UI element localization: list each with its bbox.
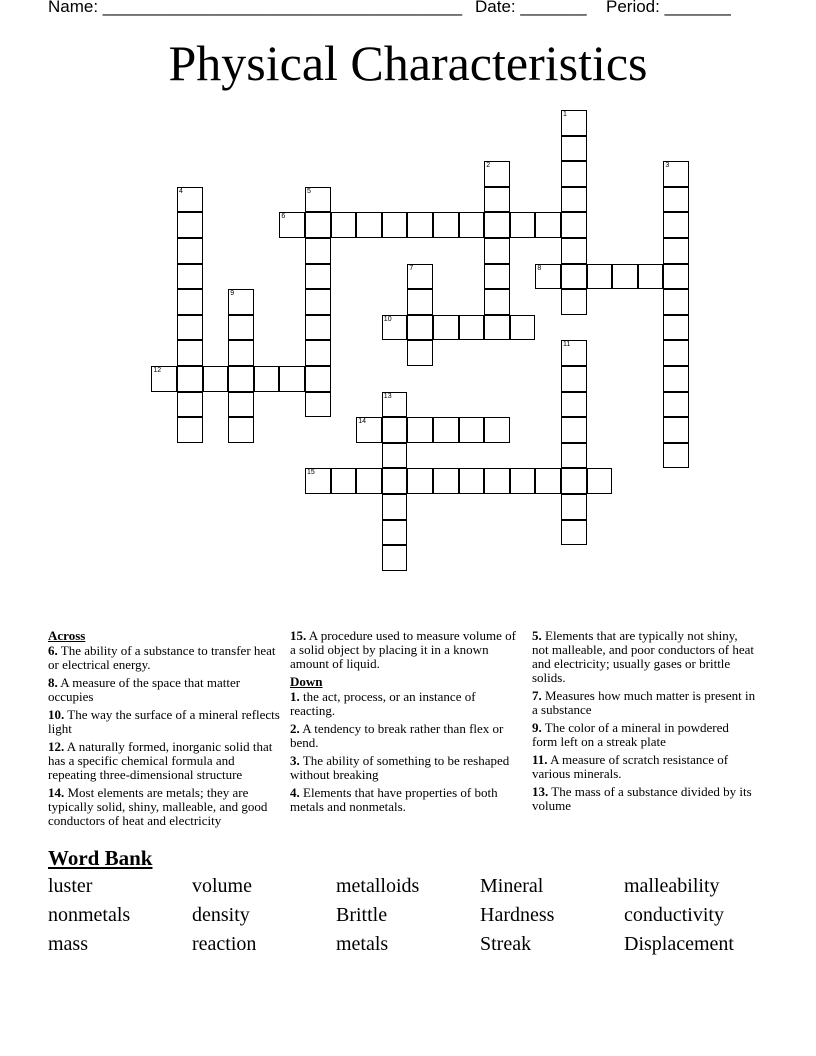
crossword-cell[interactable] [561,187,587,213]
clue-text: A naturally formed, inorganic solid that has a specific chemical formula and repeating three-dimensional structure [48,739,273,782]
crossword-cell[interactable] [407,264,433,290]
crossword-cell[interactable] [587,264,613,290]
clue-number: 7. [532,688,542,703]
crossword-cell[interactable] [305,289,331,315]
word-bank-word: Hardness [480,904,555,926]
crossword-cell[interactable] [151,366,177,392]
crossword-cell[interactable] [254,366,280,392]
crossword-cell[interactable] [356,417,382,443]
clue-text: The way the surface of a mineral reflects light [48,707,280,736]
crossword-cell[interactable] [305,340,331,366]
crossword-cell[interactable] [663,238,689,264]
crossword-cell[interactable] [177,187,203,213]
crossword-cell[interactable] [382,392,408,418]
crossword-cell[interactable] [433,417,459,443]
crossword-cell[interactable] [484,289,510,315]
crossword-cell[interactable] [177,264,203,290]
clue-item [48,740,280,782]
clue-text: Most elements are metals; they are typically solid, shiny, malleable, and good conductors of heat and electricity [48,785,268,828]
word-bank-word: metalloids [336,875,420,897]
crossword-cell[interactable] [407,340,433,366]
crossword-cell[interactable] [382,417,408,443]
crossword-cell[interactable] [663,392,689,418]
cell-clue-number: 9 [230,290,235,298]
crossword-cell[interactable] [663,340,689,366]
crossword-cell[interactable] [382,212,408,238]
cell-clue-number: 5 [307,187,311,195]
clue-number: 9. [532,720,542,735]
crossword-cell[interactable] [561,366,587,392]
crossword-cell[interactable] [535,468,561,494]
cell-clue-number: 14 [358,418,366,426]
crossword-cell[interactable] [177,315,203,341]
crossword-cell[interactable] [356,468,382,494]
clue-number: 2. [290,721,300,736]
crossword-cell[interactable] [535,264,561,290]
crossword-cell[interactable] [407,417,433,443]
clue-number: 8. [48,675,58,690]
crossword-cell[interactable] [561,417,587,443]
cell-clue-number: 3 [665,162,670,170]
clue-text: Elements that are typically not shiny, not malleable, and poor conductors of heat and electricity; usually gases or brittle solids. [532,628,755,685]
cell-clue-number: 12 [153,367,162,374]
clue-number: 5. [532,628,542,643]
page-title: Physical Characteristics [168,35,648,91]
word-bank [48,874,788,964]
clue-number: 13. [532,784,549,799]
crossword-cell[interactable] [561,161,587,187]
clue-text: A measure of scratch resistance of various minerals. [532,752,729,781]
crossword-cell[interactable] [561,392,587,418]
clue-number: 3. [290,753,300,768]
clue-text: the act, process, or an instance of reacting. [290,689,476,718]
crossword-cell[interactable] [382,443,408,469]
crossword-cell[interactable] [177,289,203,315]
crossword-cell[interactable] [177,366,203,392]
crossword-cell[interactable] [279,366,305,392]
clue-number: 14. [48,785,65,800]
crossword-cell[interactable] [638,264,664,290]
crossword-cell[interactable] [663,187,689,213]
clues-column-2 [290,629,522,818]
crossword-cell[interactable] [561,264,587,290]
crossword-cell[interactable] [228,289,254,315]
clue-text: The mass of a substance divided by its volume [532,784,752,813]
crossword-cell[interactable] [663,212,689,238]
clues-column-3 [532,629,757,817]
crossword-cell[interactable] [459,417,485,443]
crossword-cell[interactable] [663,417,689,443]
clue-number: 15. [290,628,307,643]
cell-clue-number: 13 [383,392,392,400]
crossword-cell[interactable] [484,212,510,238]
cell-clue-number: 6 [281,213,286,221]
clue-text: The ability of a substance to transfer heat or electrical energy. [48,643,276,672]
clue-item [532,721,757,749]
crossword-cell[interactable] [663,289,689,315]
crossword-cell[interactable] [305,212,331,238]
crossword-cell[interactable] [459,315,485,341]
crossword-cell[interactable] [663,161,689,187]
clues-column-1 [48,629,280,832]
crossword-cell[interactable] [407,289,433,315]
clue-number: 1. [290,689,300,704]
clue-text: Elements that have properties of both metals and nonmetals. [290,785,498,814]
clue-item [532,753,757,781]
crossword-cell[interactable] [535,212,561,238]
crossword-cell[interactable] [331,468,357,494]
crossword-cell[interactable] [382,315,408,341]
crossword-cell[interactable] [177,392,203,418]
crossword-cell[interactable] [484,187,510,213]
clue-item [290,690,522,718]
word-bank-word: Displacement [624,933,734,955]
crossword-cell[interactable] [561,289,587,315]
word-bank-word: conductivity [624,904,724,926]
word-bank-word: density [192,904,250,926]
crossword-cell[interactable] [305,187,331,213]
word-bank-word: malleability [624,875,720,897]
down-clues-list-continued [532,629,757,813]
clue-item [48,676,280,704]
crossword-cell[interactable] [561,520,587,546]
crossword-cell[interactable] [484,417,510,443]
word-bank-word: Brittle [336,904,388,926]
crossword-cell[interactable] [177,340,203,366]
crossword-cell[interactable] [561,443,587,469]
crossword-cell[interactable] [459,468,485,494]
crossword-cell[interactable] [663,443,689,469]
word-bank-title: Word Bank [48,846,153,870]
crossword-cell[interactable] [561,212,587,238]
word-bank-word: volume [192,875,252,897]
crossword-cell[interactable] [228,366,254,392]
crossword-cell[interactable] [663,366,689,392]
crossword-cell[interactable] [177,238,203,264]
crossword-cell[interactable] [177,417,203,443]
clue-item [290,722,522,750]
word-bank-word: mass [48,933,88,955]
crossword-cell[interactable] [510,468,536,494]
clue-text: A procedure used to measure volume of a solid object by placing it in a known amount of liquid. [290,628,517,671]
crossword-cell[interactable] [510,315,536,341]
crossword-cell[interactable] [433,315,459,341]
clue-text: A tendency to break rather than flex or bend. [290,721,504,750]
clue-item [290,629,522,671]
clue-number: 11. [532,752,548,767]
clue-text: A measure of the space that matter occupies [48,675,241,704]
across-clues-list-continued [290,629,522,671]
cell-clue-number: 10 [383,315,392,323]
name-field[interactable]: Name: ______________________________________ [48,0,463,16]
clue-text: Measures how much matter is present in a substance [532,688,756,717]
cell-clue-number: 1 [563,111,567,118]
crossword-cell[interactable] [382,520,408,546]
crossword-cell[interactable] [459,212,485,238]
clue-number: 10. [48,707,65,722]
crossword-cell[interactable] [331,212,357,238]
crossword-cell[interactable] [228,315,254,341]
crossword-cell[interactable] [561,110,587,136]
crossword-cell[interactable] [561,238,587,264]
crossword-cell[interactable] [663,264,689,290]
crossword-cell[interactable] [203,366,229,392]
crossword-cell[interactable] [484,468,510,494]
crossword-cell[interactable] [407,315,433,341]
clue-item [532,629,757,685]
clue-text: The color of a mineral in powdered form left on a streak plate [532,720,729,749]
crossword-cell[interactable] [382,545,408,571]
crossword-cell[interactable] [484,161,510,187]
crossword-cell[interactable] [561,340,587,366]
crossword-cell[interactable] [305,315,331,341]
clue-item [532,689,757,717]
crossword-cell[interactable] [510,212,536,238]
cell-clue-number: 2 [486,162,491,170]
crossword-cell[interactable] [484,315,510,341]
crossword-cell[interactable] [484,238,510,264]
crossword-cell[interactable] [433,468,459,494]
crossword-cell[interactable] [305,468,331,494]
cell-clue-number: 11 [563,341,571,349]
crossword-cell[interactable] [305,264,331,290]
clue-item [48,786,280,828]
across-clues-list [48,644,280,828]
down-clues-list [290,690,522,814]
crossword-cell[interactable] [228,417,254,443]
cell-clue-number: 4 [179,187,183,195]
across-heading: Across [48,628,86,643]
clue-number: 4. [290,785,300,800]
clue-item [532,785,757,813]
clue-item [290,786,522,814]
word-bank-word: Streak [480,933,532,955]
clue-item [48,708,280,736]
clue-number: 12. [48,739,65,754]
crossword-cell[interactable] [382,494,408,520]
word-bank-word: nonmetals [48,904,131,926]
cell-clue-number: 7 [409,264,414,272]
cell-clue-number: 15 [307,469,315,477]
crossword-cell[interactable] [382,468,408,494]
period-field[interactable]: Period: _______ [606,0,731,16]
down-heading: Down [290,674,323,689]
clue-item [48,644,280,672]
word-bank-word: reaction [192,933,257,955]
crossword-cell[interactable] [561,494,587,520]
crossword-cell[interactable] [663,315,689,341]
crossword-cell[interactable] [305,366,331,392]
crossword-cell[interactable] [305,238,331,264]
crossword-cell[interactable] [612,264,638,290]
crossword-cell[interactable] [433,212,459,238]
crossword-cell[interactable] [561,136,587,162]
word-bank-word: Mineral [480,875,544,897]
crossword-cell[interactable] [407,212,433,238]
crossword-cell[interactable] [356,212,382,238]
word-bank-word: metals [336,933,389,955]
crossword-cell[interactable] [228,392,254,418]
cell-clue-number: 8 [537,264,542,272]
clue-text: The ability of something to be reshaped without breaking [290,753,510,782]
clue-item [290,754,522,782]
crossword-cell[interactable] [228,340,254,366]
clue-number: 6. [48,643,58,658]
crossword-cell[interactable] [587,468,613,494]
crossword-cell[interactable] [305,392,331,418]
crossword-cell[interactable] [561,468,587,494]
crossword-cell[interactable] [484,264,510,290]
date-field[interactable]: Date: _______ [475,0,587,16]
crossword-cell[interactable] [407,468,433,494]
crossword-cell[interactable] [279,212,305,238]
word-bank-word: luster [48,875,93,897]
crossword-cell[interactable] [177,212,203,238]
